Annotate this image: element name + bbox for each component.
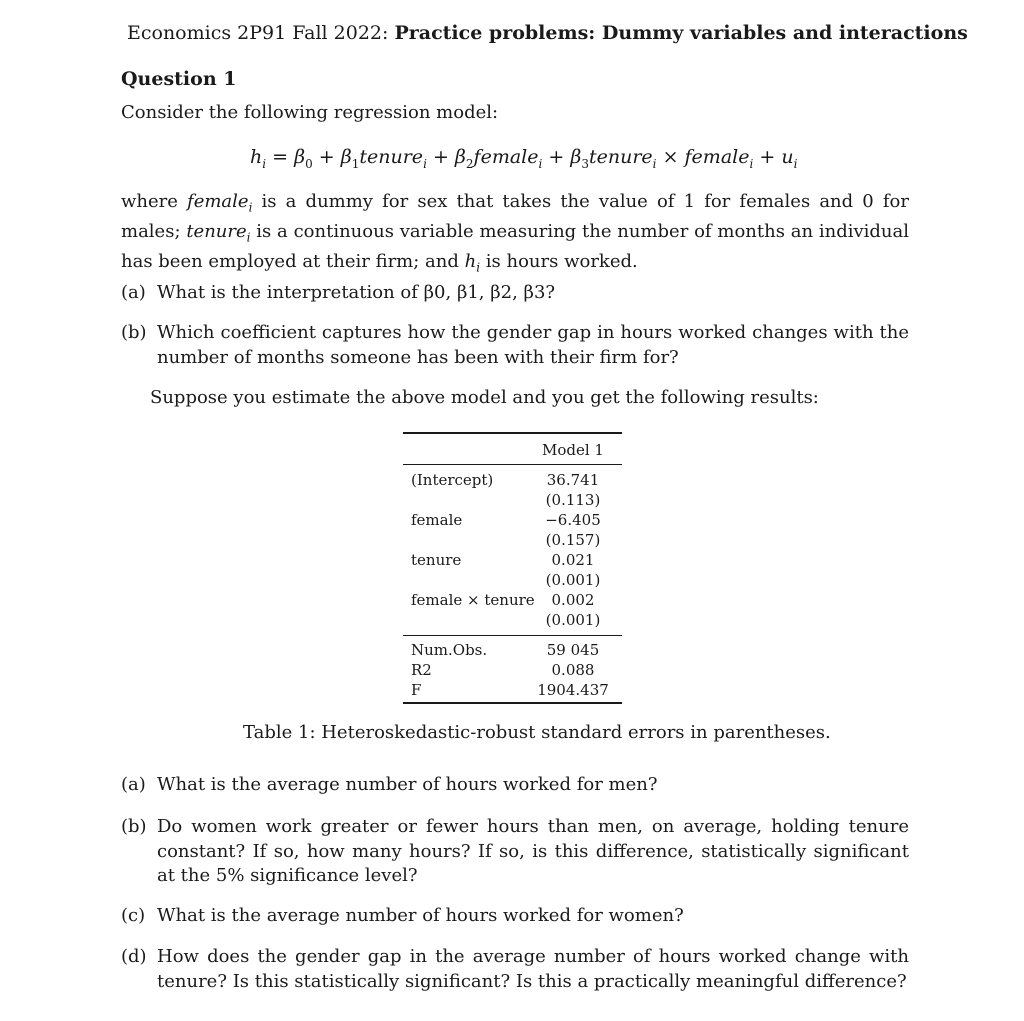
title-text: Practice problems: Dummy variables and interactions — [394, 22, 968, 44]
item-label: (b) — [121, 816, 147, 837]
coef-value: 0.021 — [551, 551, 595, 569]
item-text: What is the interpretation of β0, β1, β2, β3? — [157, 282, 556, 303]
item-label: (d) — [121, 946, 147, 967]
list-item — [121, 321, 909, 371]
stat-value: 1904.437 — [537, 681, 609, 699]
row-label: tenure — [411, 551, 462, 569]
course-label: Economics 2P91 Fall 2022: — [127, 22, 389, 44]
list-item — [121, 945, 909, 995]
se-value: (0.001) — [545, 611, 601, 629]
row-label: female — [411, 511, 463, 529]
suppose-text: Suppose you estimate the above model and you get the following results: — [150, 387, 819, 408]
stat-label: Num.Obs. — [411, 641, 488, 659]
table-top-rule — [403, 432, 622, 434]
item-label: (b) — [121, 322, 147, 343]
item-text: Do women work greater or fewer hours than men, on average, holding tenure constant? If so, how many hours? If so, is this difference, statistically significant at the 5% significance level? — [157, 816, 909, 886]
list-item — [121, 773, 909, 799]
regression-equation: $h_i = \beta_0$ + $\beta_1tenure_i$ + $\beta_2female_i$ + $\beta_3tenure_i$ × female$_i$ + $u_i$ — [250, 146, 798, 171]
table-bottom-rule — [403, 702, 622, 704]
coef-value: −6.405 — [545, 511, 601, 529]
table-stats-rule — [403, 635, 622, 636]
row-label: female × tenure — [411, 591, 535, 609]
model-header: Model 1 — [542, 441, 604, 459]
coef-value: 36.741 — [546, 471, 600, 489]
item-text: What is the average number of hours worked for women? — [157, 905, 684, 926]
item-label: (a) — [121, 774, 146, 795]
page-title — [127, 22, 968, 44]
stat-value: 0.088 — [551, 661, 595, 679]
item-text: How does the gender gap in the average number of hours worked change with tenure? Is this statistically significant? Is this a practically meaningful difference? — [157, 946, 909, 992]
stat-value: 59 045 — [546, 641, 600, 659]
item-text: What is the average number of hours worked for men? — [157, 774, 658, 795]
variable-description: where female$_i$ is a dummy for sex that takes the value of 1 for females and 0 for males; tenure$_i$ is a continuous variable measuring the number of months an individual has been employed at their firm; and $h_i$ is hours worked. — [121, 191, 909, 275]
regression-table — [403, 432, 622, 704]
question-heading: Question 1 — [121, 68, 237, 90]
se-value: (0.157) — [545, 531, 601, 549]
se-value: (0.001) — [545, 571, 601, 589]
question-intro: Consider the following regression model: — [121, 102, 499, 123]
list-item — [121, 281, 909, 307]
stat-label: R2 — [411, 661, 432, 679]
stat-label: F — [411, 681, 422, 699]
coef-value: 0.002 — [551, 591, 595, 609]
item-label: (a) — [121, 282, 146, 303]
list-item — [121, 815, 909, 890]
table-caption: Table 1: Heteroskedastic-robust standard errors in parentheses. — [243, 722, 831, 743]
item-label: (c) — [121, 905, 146, 926]
se-value: (0.113) — [545, 491, 601, 509]
item-text: Which coefficient captures how the gender gap in hours worked changes with the number of months someone has been with their firm for? — [157, 322, 909, 368]
row-label: (Intercept) — [411, 471, 494, 489]
list-item — [121, 904, 909, 930]
table-header-rule — [403, 464, 622, 465]
